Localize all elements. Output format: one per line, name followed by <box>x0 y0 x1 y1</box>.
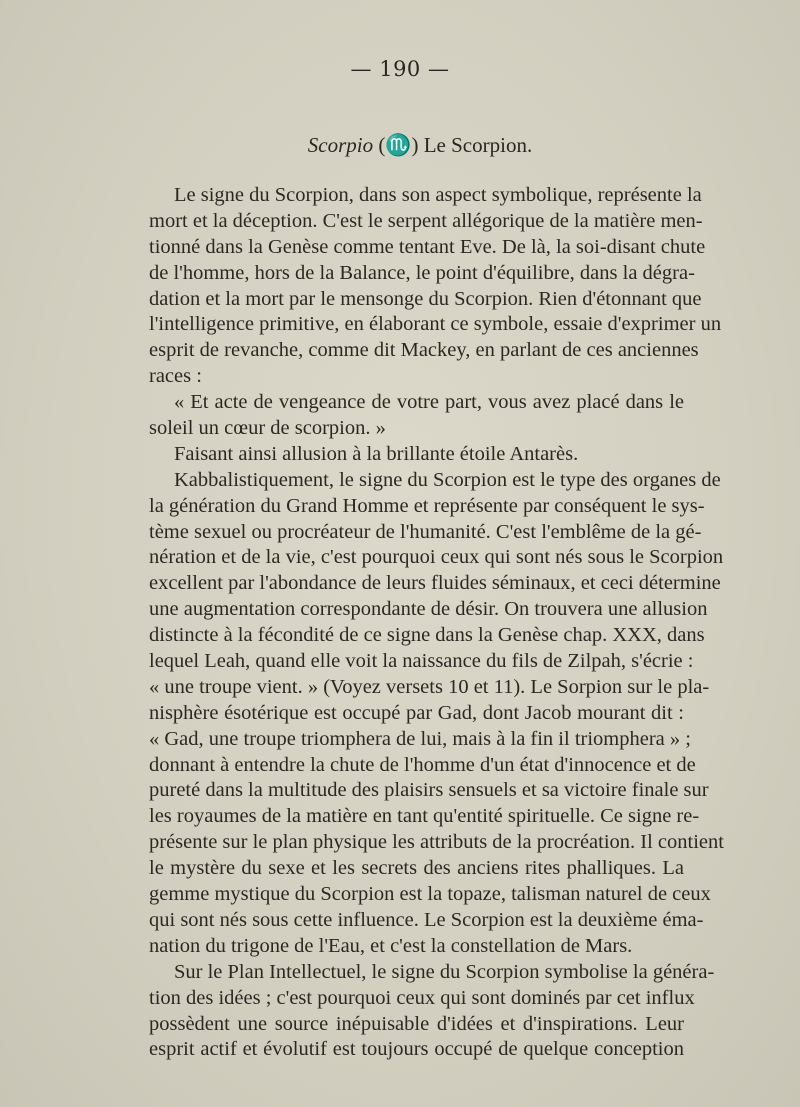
text-line: « Et acte de vengeance de votre part, vous avez placé dans le <box>174 391 684 414</box>
text-line: esprit actif et évolutif est toujours occupé de quelque conception <box>149 1038 684 1061</box>
text-line: donnant à entendre la chute de l'homme d'un état d'innocence et de <box>149 753 696 776</box>
text-line: « Gad, une troupe triomphera de lui, mais à la fin il triomphera » ; <box>149 727 691 750</box>
text-line: « une troupe vient. » (Voyez versets 10 et 11). Le Sorpion sur le pla- <box>149 675 710 698</box>
text-line: soleil un cœur de scorpion. » <box>149 417 386 440</box>
text-line: l'intelligence primitive, en élaborant ce symbole, essaie d'exprimer un <box>149 313 722 336</box>
section-heading <box>0 133 800 158</box>
text-line: races : <box>149 365 202 388</box>
text-line: Faisant ainsi allusion à la brillante étoile Antarès. <box>174 442 579 465</box>
text-line: Le signe du Scorpion, dans son aspect symbolique, représente la <box>174 184 702 206</box>
body-text <box>149 183 724 1063</box>
text-line: excellent par l'abondance de leurs fluides séminaux, et ceci détermine <box>149 572 721 595</box>
scorpio-symbol: (♏) <box>378 133 419 157</box>
text-line: pureté dans la multitude des plaisirs sensuels et sa victoire finale sur <box>149 779 709 802</box>
text-line: tionné dans la Genèse comme tentant Eve. De là, la soi-disant chute <box>149 235 706 258</box>
text-line: nisphère ésotérique est occupé par Gad, dont Jacob mourant dit : <box>149 701 684 724</box>
text-line: possèdent une source inépuisable d'idées et d'inspirations. Leur <box>149 1012 684 1035</box>
text-line: Kabbalistiquement, le signe du Scorpion est le type des organes de <box>174 468 721 491</box>
text-line: présente sur le plan physique les attributs de la procréation. Il contient <box>149 831 724 854</box>
text-line: Sur le Plan Intellectuel, le signe du Scorpion symbolise la généra- <box>174 960 715 983</box>
text-line: le mystère du sexe et les secrets des anciens rites phalliques. La <box>149 857 684 880</box>
page-number: — 190 — <box>350 57 450 81</box>
text-line: lequel Leah, quand elle voit la naissance du fils de Zilpah, s'écrie : <box>149 650 694 673</box>
text-line: gemme mystique du Scorpion est la topaze, talisman naturel de ceux <box>149 883 711 906</box>
text-line: une augmentation correspondante de désir. On trouvera une allusion <box>149 598 708 621</box>
text-line: de l'homme, hors de la Balance, le point d'équilibre, dans la dégra- <box>149 261 695 284</box>
text-line: dation et la mort par le mensonge du Scorpion. Rien d'étonnant que <box>149 287 702 310</box>
text-line: les royaumes de la matière en tant qu'entité spirituelle. Ce signe re- <box>149 805 700 828</box>
text-line: distincte à la fécondité de ce signe dans la Genèse chap. XXX, dans <box>149 624 705 647</box>
text-line: nération et de la vie, c'est pourquoi ceux qui sont nés sous le Scorpion <box>149 546 724 569</box>
heading-latin-name: Scorpio <box>307 133 374 157</box>
text-line: tion des idées ; c'est pourquoi ceux qui sont dominés par cet influx <box>149 986 695 1009</box>
text-line: esprit de revanche, comme dit Mackey, en parlant de ces anciennes <box>149 339 699 362</box>
text-line: mort et la déception. C'est le serpent allégorique de la matière men- <box>149 209 703 232</box>
text-line: la génération du Grand Homme et représente par conséquent le sys- <box>149 494 705 517</box>
text-line: qui sont nés sous cette influence. Le Scorpion est la deuxième éma- <box>149 908 704 931</box>
text-line: tème sexuel ou procréateur de l'humanité. C'est l'emblême de la gé- <box>149 520 702 543</box>
text-line: nation du trigone de l'Eau, et c'est la constellation de Mars. <box>149 934 633 957</box>
heading-french-name: Le Scorpion. <box>423 133 533 157</box>
